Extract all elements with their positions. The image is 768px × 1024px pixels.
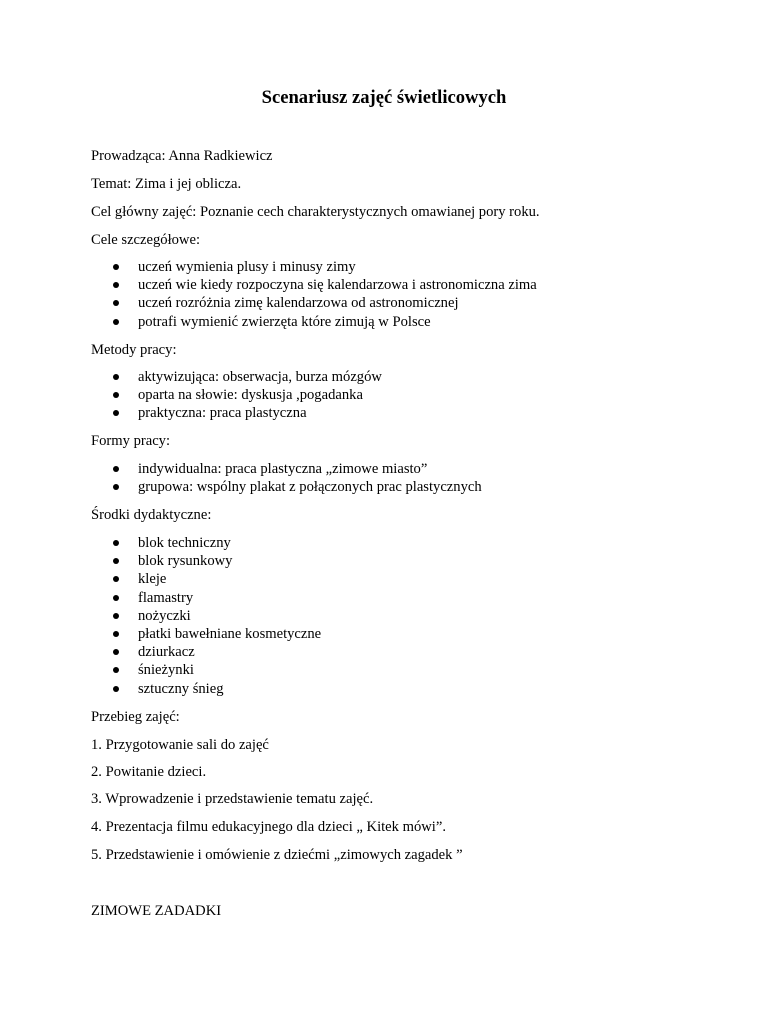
- list-item-text: grupowa: wspólny plakat z połączonych prac plastycznych: [138, 479, 482, 496]
- bullet-icon: [113, 264, 119, 270]
- bullet-icon: [113, 631, 119, 637]
- list-item: [0, 643, 321, 661]
- bullet-icon: [113, 595, 119, 601]
- list-item: [0, 404, 382, 422]
- bullet-icon: [113, 282, 119, 288]
- list-item: [0, 534, 321, 552]
- bullet-icon: [113, 374, 119, 380]
- bullet-icon: [113, 392, 119, 398]
- list-item: [0, 607, 321, 625]
- topic-line: Temat: Zima i jej oblicza.: [91, 176, 242, 192]
- list-item-text: blok rysunkowy: [138, 553, 233, 570]
- list-item-text: aktywizująca: obserwacja, burza mózgów: [138, 369, 382, 385]
- bullet-icon: [113, 667, 119, 673]
- list-item: [0, 313, 537, 331]
- course-step: 5. Przedstawienie i omówienie z dziećmi „zimowych zagadek ”: [91, 847, 463, 863]
- bullet-icon: [113, 558, 119, 564]
- bullet-icon: [113, 484, 119, 490]
- list-item: [0, 276, 537, 294]
- list-item-text: uczeń rozróżnia zimę kalendarzowa od astronomicznej: [138, 295, 459, 312]
- list-item: [0, 386, 382, 404]
- list-item: [0, 552, 321, 570]
- list-item: [0, 661, 321, 679]
- list-item-text: praktyczna: praca plastyczna: [138, 405, 307, 422]
- list-item: [0, 625, 321, 643]
- forms-list: [0, 460, 482, 496]
- course-step: 3. Wprowadzenie i przedstawienie tematu zajęć.: [91, 791, 374, 807]
- bullet-icon: [113, 576, 119, 582]
- list-item-text: oparta na słowie: dyskusja ,pogadanka: [138, 387, 363, 404]
- goals-list: [0, 258, 537, 331]
- bullet-icon: [113, 649, 119, 655]
- course-heading: Przebieg zajęć:: [91, 709, 180, 725]
- list-item: [0, 460, 482, 478]
- bullet-icon: [113, 300, 119, 306]
- bullet-icon: [113, 319, 119, 325]
- bullet-icon: [113, 466, 119, 472]
- list-item-text: indywidualna: praca plastyczna „zimowe miasto”: [138, 461, 428, 477]
- list-item-text: dziurkacz: [138, 644, 195, 661]
- course-step: 2. Powitanie dzieci.: [91, 764, 207, 780]
- list-item-text: uczeń wie kiedy rozpoczyna się kalendarzowa i astronomiczna zima: [138, 277, 537, 294]
- list-item: [0, 294, 537, 312]
- methods-heading: Metody pracy:: [91, 342, 177, 358]
- list-item: [0, 680, 321, 698]
- riddles-heading: ZIMOWE ZADADKI: [91, 903, 222, 919]
- bullet-icon: [113, 540, 119, 546]
- list-item-text: blok techniczny: [138, 535, 231, 551]
- materials-list: [0, 534, 321, 698]
- course-step: 1. Przygotowanie sali do zajęć: [91, 737, 269, 753]
- goals-heading: Cele szczegółowe:: [91, 232, 200, 248]
- list-item-text: flamastry: [138, 589, 194, 606]
- list-item-text: śnieżynki: [138, 662, 194, 679]
- bullet-icon: [113, 686, 119, 692]
- list-item: [0, 478, 482, 496]
- bullet-icon: [113, 410, 119, 416]
- forms-heading: Formy pracy:: [91, 433, 171, 449]
- bullet-icon: [113, 613, 119, 619]
- document-title: Scenariusz zajęć świetlicowych: [261, 87, 507, 108]
- list-item-text: kleje: [138, 571, 167, 588]
- list-item: [0, 258, 537, 276]
- materials-heading: Środki dydaktyczne:: [91, 507, 212, 523]
- methods-list: [0, 368, 382, 423]
- list-item: [0, 368, 382, 386]
- list-item-text: nożyczki: [138, 607, 191, 624]
- list-item-text: potrafi wymienić zwierzęta które zimują w Polsce: [138, 313, 431, 330]
- list-item: [0, 570, 321, 588]
- list-item-text: sztuczny śnieg: [138, 680, 224, 697]
- list-item: [0, 589, 321, 607]
- main-goal-line: Cel główny zajęć: Poznanie cech charakterystycznych omawianej pory roku.: [91, 204, 540, 220]
- list-item-text: uczeń wymienia plusy i minusy zimy: [138, 259, 356, 275]
- list-item-text: płatki bawełniane kosmetyczne: [138, 625, 322, 642]
- lead-teacher-line: Prowadząca: Anna Radkiewicz: [91, 148, 273, 164]
- course-step: 4. Prezentacja filmu edukacyjnego dla dzieci „ Kitek mówi”.: [91, 819, 446, 835]
